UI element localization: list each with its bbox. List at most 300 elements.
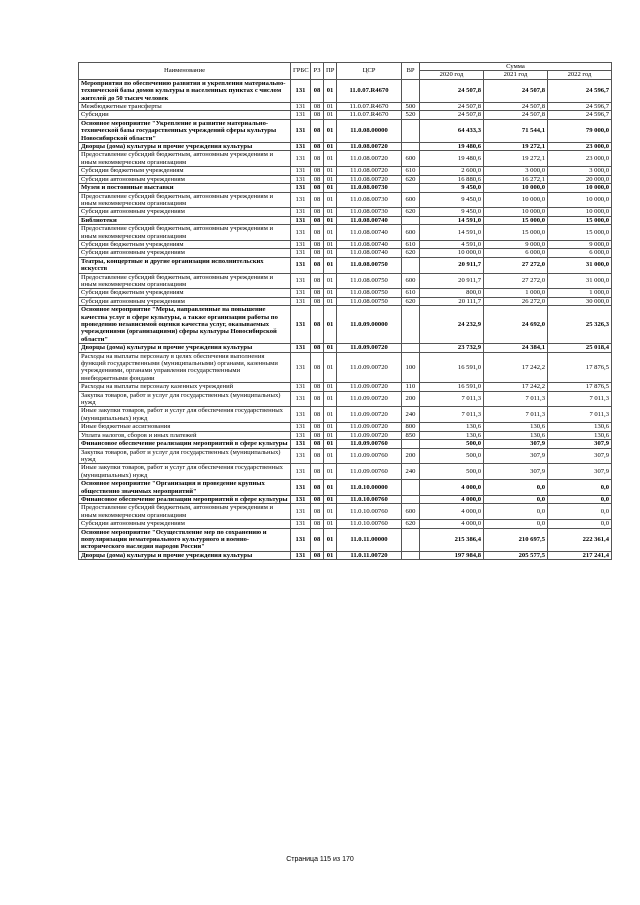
- row-name: Финансовое обеспечение реализации мероприятий в сфере культуры: [79, 495, 291, 503]
- row-sum-2021: 15 000,0: [484, 216, 548, 224]
- row-grbs: 131: [291, 151, 311, 167]
- table-row: [79, 448, 612, 464]
- row-pr: 01: [324, 103, 337, 111]
- row-csr: 11.0.08.00000: [337, 119, 402, 142]
- table-row: [79, 289, 612, 297]
- row-vr: [402, 495, 420, 503]
- row-sum-2021: 17 242,2: [484, 383, 548, 391]
- row-name: Основное мероприятие "Укрепление и развитие материально-технической базы государственных учреждений сферы культуры Новосибирской области": [79, 119, 291, 142]
- header-sum: Сумма: [420, 63, 612, 71]
- row-vr: 620: [402, 297, 420, 305]
- row-name: Субсидии автономным учреждениям: [79, 208, 291, 216]
- row-name: Основное мероприятие "Организация и проведение крупных общественно значимых мероприятий": [79, 480, 291, 496]
- row-grbs: 131: [291, 464, 311, 480]
- row-sum-2020: 20 911,7: [420, 273, 484, 289]
- row-sum-2022: 7 011,3: [548, 407, 612, 423]
- row-sum-2021: 71 544,1: [484, 119, 548, 142]
- row-sum-2022: 130,6: [548, 431, 612, 439]
- row-rz: 08: [311, 143, 324, 151]
- row-grbs: 131: [291, 103, 311, 111]
- row-vr: 110: [402, 383, 420, 391]
- row-grbs: 131: [291, 407, 311, 423]
- row-csr: 11.0.09.00720: [337, 431, 402, 439]
- row-vr: [402, 528, 420, 551]
- row-sum-2020: 14 591,0: [420, 216, 484, 224]
- row-name: Закупка товаров, работ и услуг для государственных (муниципальных) нужд: [79, 448, 291, 464]
- row-vr: 610: [402, 289, 420, 297]
- row-csr: 11.0.08.00750: [337, 257, 402, 273]
- row-sum-2021: 130,6: [484, 431, 548, 439]
- row-rz: 08: [311, 240, 324, 248]
- row-grbs: 131: [291, 448, 311, 464]
- row-sum-2022: 31 000,0: [548, 257, 612, 273]
- row-sum-2020: 16 591,0: [420, 383, 484, 391]
- row-sum-2020: 4 591,0: [420, 240, 484, 248]
- row-csr: 11.0.09.00720: [337, 352, 402, 383]
- row-sum-2020: 14 591,0: [420, 225, 484, 241]
- row-sum-2021: 205 577,5: [484, 551, 548, 559]
- row-sum-2021: 10 000,0: [484, 192, 548, 208]
- row-csr: 11.0.08.00740: [337, 240, 402, 248]
- row-sum-2021: 19 272,1: [484, 151, 548, 167]
- row-sum-2020: 24 507,8: [420, 79, 484, 102]
- row-pr: 01: [324, 111, 337, 119]
- row-name: Основное мероприятие "Осуществление мер по сохранению и популяризации нематериального культурного и военно-исторического наследия народов России": [79, 528, 291, 551]
- row-name: Субсидии бюджетным учреждениям: [79, 240, 291, 248]
- row-sum-2020: 7 011,3: [420, 391, 484, 407]
- row-grbs: 131: [291, 520, 311, 528]
- row-vr: 610: [402, 240, 420, 248]
- row-grbs: 131: [291, 273, 311, 289]
- row-csr: 11.0.10.00760: [337, 504, 402, 520]
- row-pr: 01: [324, 225, 337, 241]
- row-csr: 11.0.07.R4670: [337, 103, 402, 111]
- row-grbs: 131: [291, 504, 311, 520]
- row-sum-2021: 26 272,0: [484, 297, 548, 305]
- row-rz: 08: [311, 175, 324, 183]
- table-row: [79, 431, 612, 439]
- row-sum-2022: 222 361,4: [548, 528, 612, 551]
- row-sum-2020: 10 000,0: [420, 249, 484, 257]
- row-vr: 610: [402, 167, 420, 175]
- row-rz: 08: [311, 167, 324, 175]
- row-sum-2020: 4 000,0: [420, 504, 484, 520]
- row-vr: 500: [402, 103, 420, 111]
- header-name: Наименование: [79, 63, 291, 80]
- row-sum-2020: 500,0: [420, 448, 484, 464]
- table-row: [79, 79, 612, 102]
- row-sum-2020: 215 386,4: [420, 528, 484, 551]
- table-row: [79, 391, 612, 407]
- row-name: Финансовое обеспечение реализации мероприятий в сфере культуры: [79, 440, 291, 448]
- row-grbs: 131: [291, 383, 311, 391]
- table-row: [79, 306, 612, 344]
- row-sum-2021: 19 272,1: [484, 143, 548, 151]
- row-rz: 08: [311, 103, 324, 111]
- row-vr: 620: [402, 208, 420, 216]
- row-sum-2022: 0,0: [548, 480, 612, 496]
- row-vr: 200: [402, 448, 420, 464]
- row-csr: 11.0.09.00720: [337, 383, 402, 391]
- row-pr: 01: [324, 208, 337, 216]
- row-grbs: 131: [291, 306, 311, 344]
- row-csr: 11.0.08.00730: [337, 184, 402, 192]
- row-grbs: 131: [291, 192, 311, 208]
- header-year-2022: 2022 год: [548, 71, 612, 79]
- row-grbs: 131: [291, 240, 311, 248]
- header-year-2020: 2020 год: [420, 71, 484, 79]
- row-name: Музеи и постоянные выставки: [79, 184, 291, 192]
- row-sum-2020: 24 507,8: [420, 103, 484, 111]
- row-sum-2021: 307,9: [484, 448, 548, 464]
- row-vr: 850: [402, 431, 420, 439]
- table-body: [79, 79, 612, 559]
- row-sum-2021: 307,9: [484, 464, 548, 480]
- row-grbs: 131: [291, 216, 311, 224]
- row-grbs: 131: [291, 352, 311, 383]
- row-pr: 01: [324, 240, 337, 248]
- row-csr: 11.0.09.00720: [337, 391, 402, 407]
- row-sum-2022: 130,6: [548, 423, 612, 431]
- row-grbs: 131: [291, 391, 311, 407]
- row-grbs: 131: [291, 528, 311, 551]
- row-name: Мероприятия по обеспечению развития и укрепления материально-технической базы домов культуры в населенных пунктах с числом жителей до 50 тысяч человек: [79, 79, 291, 102]
- row-sum-2022: 217 241,4: [548, 551, 612, 559]
- row-vr: 600: [402, 225, 420, 241]
- table-row: [79, 257, 612, 273]
- row-csr: 11.0.08.00740: [337, 225, 402, 241]
- table-row: [79, 383, 612, 391]
- row-sum-2022: 25 326,3: [548, 306, 612, 344]
- row-sum-2020: 24 507,8: [420, 111, 484, 119]
- table-row: [79, 167, 612, 175]
- row-name: Иные закупки товаров, работ и услуг для обеспечения государственных (муниципальных) нужд: [79, 407, 291, 423]
- table-row: [79, 143, 612, 151]
- row-sum-2022: 3 000,0: [548, 167, 612, 175]
- row-name: Основное мероприятие "Меры, направленные на повышение качества услуг в сфере культуры, а также организации работы по проведению независимой оценки качества услуг, оказываемых учреждениями (организациями) сферы культуры Новосибирской области": [79, 306, 291, 344]
- table-row: [79, 111, 612, 119]
- row-pr: 01: [324, 192, 337, 208]
- row-csr: 11.0.09.00000: [337, 306, 402, 344]
- table-row: [79, 480, 612, 496]
- row-vr: 240: [402, 407, 420, 423]
- budget-table: [78, 62, 612, 560]
- row-rz: 08: [311, 119, 324, 142]
- row-pr: 01: [324, 407, 337, 423]
- row-sum-2022: 307,9: [548, 448, 612, 464]
- row-grbs: 131: [291, 143, 311, 151]
- header-rz: РЗ: [311, 63, 324, 80]
- row-pr: 01: [324, 383, 337, 391]
- row-rz: 08: [311, 249, 324, 257]
- row-csr: 11.0.08.00740: [337, 216, 402, 224]
- row-grbs: 131: [291, 431, 311, 439]
- row-pr: 01: [324, 289, 337, 297]
- table-row: [79, 249, 612, 257]
- row-sum-2020: 2 600,0: [420, 167, 484, 175]
- row-name: Субсидии бюджетным учреждениям: [79, 167, 291, 175]
- row-grbs: 131: [291, 175, 311, 183]
- row-pr: 01: [324, 249, 337, 257]
- row-rz: 08: [311, 289, 324, 297]
- row-sum-2021: 24 507,8: [484, 103, 548, 111]
- row-grbs: 131: [291, 551, 311, 559]
- row-sum-2022: 10 000,0: [548, 184, 612, 192]
- row-sum-2022: 20 000,0: [548, 175, 612, 183]
- row-pr: 01: [324, 184, 337, 192]
- row-sum-2021: 210 697,5: [484, 528, 548, 551]
- row-name: Расходы на выплаты персоналу казенных учреждений: [79, 383, 291, 391]
- row-sum-2020: 500,0: [420, 464, 484, 480]
- row-grbs: 131: [291, 167, 311, 175]
- row-sum-2021: 0,0: [484, 480, 548, 496]
- row-rz: 08: [311, 111, 324, 119]
- row-csr: 11.0.10.00760: [337, 520, 402, 528]
- row-vr: [402, 551, 420, 559]
- row-pr: 01: [324, 495, 337, 503]
- row-name: Субсидии бюджетным учреждениям: [79, 289, 291, 297]
- row-vr: 240: [402, 464, 420, 480]
- row-pr: 01: [324, 143, 337, 151]
- row-pr: 01: [324, 306, 337, 344]
- row-csr: 11.0.09.00720: [337, 423, 402, 431]
- table-row: [79, 528, 612, 551]
- row-sum-2021: 10 000,0: [484, 184, 548, 192]
- row-rz: 08: [311, 440, 324, 448]
- row-name: Предоставление субсидий бюджетным, автономным учреждениям и иным некоммерческим организациям: [79, 273, 291, 289]
- table-row: [79, 175, 612, 183]
- row-vr: [402, 216, 420, 224]
- row-sum-2021: 27 272,0: [484, 273, 548, 289]
- row-rz: 08: [311, 273, 324, 289]
- row-sum-2022: 0,0: [548, 504, 612, 520]
- header-year-2021: 2021 год: [484, 71, 548, 79]
- row-sum-2022: 17 876,5: [548, 383, 612, 391]
- row-grbs: 131: [291, 208, 311, 216]
- row-csr: 11.0.07.R4670: [337, 79, 402, 102]
- table-row: [79, 184, 612, 192]
- row-sum-2022: 15 000,0: [548, 225, 612, 241]
- row-name: Субсидии автономным учреждениям: [79, 175, 291, 183]
- row-sum-2021: 6 000,0: [484, 249, 548, 257]
- row-csr: 11.0.10.00000: [337, 480, 402, 496]
- row-csr: 11.0.11.00000: [337, 528, 402, 551]
- row-rz: 08: [311, 464, 324, 480]
- row-pr: 01: [324, 440, 337, 448]
- table-row: [79, 344, 612, 352]
- row-vr: [402, 143, 420, 151]
- row-name: Предоставление субсидий бюджетным, автономным учреждениям и иным некоммерческим организациям: [79, 151, 291, 167]
- row-name: Субсидии автономным учреждениям: [79, 297, 291, 305]
- row-vr: 600: [402, 192, 420, 208]
- row-name: Дворцы (дома) культуры и прочие учреждения культуры: [79, 551, 291, 559]
- row-name: Иные бюджетные ассигнования: [79, 423, 291, 431]
- row-sum-2022: 10 000,0: [548, 208, 612, 216]
- row-sum-2020: 24 232,9: [420, 306, 484, 344]
- row-sum-2022: 17 876,5: [548, 352, 612, 383]
- row-sum-2020: 9 450,0: [420, 184, 484, 192]
- row-csr: 11.0.08.00750: [337, 289, 402, 297]
- row-vr: 620: [402, 520, 420, 528]
- row-sum-2022: 7 011,3: [548, 391, 612, 407]
- row-rz: 08: [311, 192, 324, 208]
- row-csr: 11.0.08.00750: [337, 273, 402, 289]
- row-sum-2020: 800,0: [420, 289, 484, 297]
- row-sum-2021: 7 011,3: [484, 407, 548, 423]
- row-sum-2021: 15 000,0: [484, 225, 548, 241]
- row-pr: 01: [324, 352, 337, 383]
- row-csr: 11.0.08.00740: [337, 249, 402, 257]
- row-csr: 11.0.08.00720: [337, 143, 402, 151]
- row-vr: 600: [402, 504, 420, 520]
- row-csr: 11.0.08.00750: [337, 297, 402, 305]
- row-pr: 01: [324, 167, 337, 175]
- header-vr: ВР: [402, 63, 420, 80]
- row-grbs: 131: [291, 480, 311, 496]
- row-vr: [402, 440, 420, 448]
- row-grbs: 131: [291, 249, 311, 257]
- row-csr: 11.0.08.00720: [337, 175, 402, 183]
- row-csr: 11.0.09.00760: [337, 440, 402, 448]
- table-row: [79, 103, 612, 111]
- header-pr: ПР: [324, 63, 337, 80]
- row-rz: 08: [311, 306, 324, 344]
- table-row: [79, 208, 612, 216]
- row-sum-2021: 24 384,1: [484, 344, 548, 352]
- row-rz: 08: [311, 352, 324, 383]
- row-name: Уплата налогов, сборов и иных платежей: [79, 431, 291, 439]
- row-sum-2020: 500,0: [420, 440, 484, 448]
- row-vr: [402, 79, 420, 102]
- row-vr: [402, 119, 420, 142]
- row-sum-2021: 1 000,0: [484, 289, 548, 297]
- row-vr: [402, 344, 420, 352]
- row-sum-2022: 23 000,0: [548, 143, 612, 151]
- row-vr: [402, 184, 420, 192]
- row-sum-2022: 24 596,7: [548, 103, 612, 111]
- row-sum-2020: 130,6: [420, 431, 484, 439]
- row-grbs: 131: [291, 225, 311, 241]
- row-sum-2020: 20 111,7: [420, 297, 484, 305]
- row-sum-2021: 17 242,2: [484, 352, 548, 383]
- table-row: [79, 297, 612, 305]
- row-pr: 01: [324, 480, 337, 496]
- row-grbs: 131: [291, 289, 311, 297]
- row-grbs: 131: [291, 495, 311, 503]
- row-rz: 08: [311, 495, 324, 503]
- row-sum-2022: 79 000,0: [548, 119, 612, 142]
- row-name: Театры, концертные и другие организации исполнительских искусств: [79, 257, 291, 273]
- row-rz: 08: [311, 407, 324, 423]
- row-csr: 11.0.09.00720: [337, 407, 402, 423]
- row-rz: 08: [311, 391, 324, 407]
- row-sum-2021: 24 507,8: [484, 79, 548, 102]
- row-sum-2021: 24 692,0: [484, 306, 548, 344]
- row-name: Дворцы (дома) культуры и прочие учреждения культуры: [79, 344, 291, 352]
- row-grbs: 131: [291, 423, 311, 431]
- row-rz: 08: [311, 184, 324, 192]
- row-sum-2020: 23 732,9: [420, 344, 484, 352]
- row-pr: 01: [324, 504, 337, 520]
- row-rz: 08: [311, 225, 324, 241]
- row-sum-2022: 307,9: [548, 440, 612, 448]
- row-rz: 08: [311, 297, 324, 305]
- row-pr: 01: [324, 216, 337, 224]
- row-vr: 800: [402, 423, 420, 431]
- row-pr: 01: [324, 423, 337, 431]
- row-rz: 08: [311, 480, 324, 496]
- row-sum-2022: 1 000,0: [548, 289, 612, 297]
- row-sum-2021: 0,0: [484, 520, 548, 528]
- row-rz: 08: [311, 79, 324, 102]
- row-sum-2021: 27 272,0: [484, 257, 548, 273]
- row-name: Иные закупки товаров, работ и услуг для обеспечения государственных (муниципальных) нужд: [79, 464, 291, 480]
- row-sum-2021: 307,9: [484, 440, 548, 448]
- row-pr: 01: [324, 257, 337, 273]
- row-csr: 11.0.09.00760: [337, 448, 402, 464]
- row-rz: 08: [311, 208, 324, 216]
- row-name: Предоставление субсидий бюджетным, автономным учреждениям и иным некоммерческим организациям: [79, 192, 291, 208]
- row-sum-2021: 9 000,0: [484, 240, 548, 248]
- row-csr: 11.0.07.R4670: [337, 111, 402, 119]
- row-vr: [402, 257, 420, 273]
- row-csr: 11.0.08.00720: [337, 151, 402, 167]
- row-rz: 08: [311, 383, 324, 391]
- row-grbs: 131: [291, 297, 311, 305]
- row-sum-2020: 130,6: [420, 423, 484, 431]
- table-row: [79, 273, 612, 289]
- table-row: [79, 192, 612, 208]
- row-pr: 01: [324, 119, 337, 142]
- row-vr: 600: [402, 273, 420, 289]
- row-pr: 01: [324, 297, 337, 305]
- row-pr: 01: [324, 520, 337, 528]
- row-pr: 01: [324, 431, 337, 439]
- row-name: Субсидии: [79, 111, 291, 119]
- row-sum-2021: 130,6: [484, 423, 548, 431]
- row-name: Дворцы (дома) культуры и прочие учреждения культуры: [79, 143, 291, 151]
- row-vr: 200: [402, 391, 420, 407]
- row-vr: 620: [402, 249, 420, 257]
- table-row: [79, 240, 612, 248]
- row-rz: 08: [311, 423, 324, 431]
- row-rz: 08: [311, 504, 324, 520]
- row-sum-2020: 64 433,3: [420, 119, 484, 142]
- row-sum-2022: 24 596,7: [548, 79, 612, 102]
- row-sum-2021: 0,0: [484, 495, 548, 503]
- row-sum-2022: 6 000,0: [548, 249, 612, 257]
- row-sum-2022: 24 596,7: [548, 111, 612, 119]
- row-sum-2020: 20 911,7: [420, 257, 484, 273]
- row-sum-2022: 23 000,0: [548, 151, 612, 167]
- table-row: [79, 440, 612, 448]
- row-name: Межбюджетные трансферты: [79, 103, 291, 111]
- header-grbs: ГРБС: [291, 63, 311, 80]
- row-name: Библиотеки: [79, 216, 291, 224]
- row-csr: 11.0.11.00720: [337, 551, 402, 559]
- row-rz: 08: [311, 520, 324, 528]
- row-vr: [402, 306, 420, 344]
- row-name: Предоставление субсидий бюджетным, автономным учреждениям и иным некоммерческим организациям: [79, 504, 291, 520]
- row-csr: 11.0.10.00760: [337, 495, 402, 503]
- row-grbs: 131: [291, 111, 311, 119]
- row-name: Субсидии автономным учреждениям: [79, 520, 291, 528]
- row-sum-2020: 7 011,3: [420, 407, 484, 423]
- row-vr: 100: [402, 352, 420, 383]
- row-sum-2020: 197 984,8: [420, 551, 484, 559]
- row-sum-2020: 4 000,0: [420, 480, 484, 496]
- row-csr: 11.0.08.00720: [337, 167, 402, 175]
